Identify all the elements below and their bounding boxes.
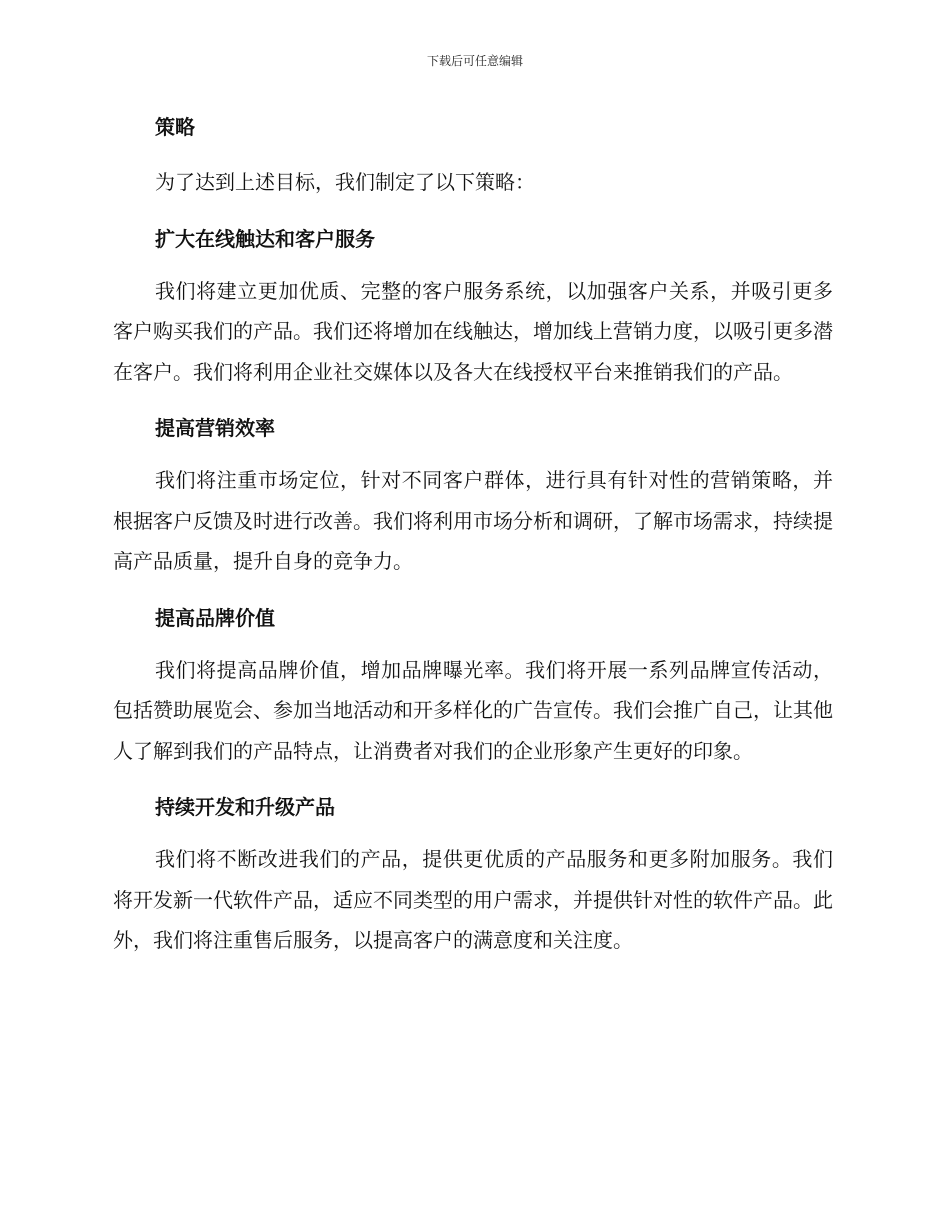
strategy-body-online-reach: 我们将建立更加优质、完整的客户服务系统，以加强客户关系，并吸引更多客户购买我们的产品。我们还将增加在线触达，增加线上营销力度，以吸引更多潜在客户。我们将利用企业社交媒体以及各大在线授权平台来推销我们的产品。 (113, 278, 833, 384)
page-header: 下载后可任意编辑 (426, 54, 523, 68)
section-intro: 为了达到上述目标，我们制定了以下策略： (155, 170, 535, 194)
strategy-body-marketing-efficiency: 我们将注重市场定位，针对不同客户群体，进行具有针对性的营销策略，并根据客户反馈及时进行改善。我们将利用市场分析和调研，了解市场需求，持续提高产品质量，提升自身的竞争力。 (113, 468, 833, 573)
document-body (113, 110, 833, 961)
strategy-heading-online-reach: 扩大在线触达和客户服务 (155, 226, 375, 251)
strategy-body-brand-value: 我们将提高品牌价值，增加品牌曝光率。我们将开展一系列品牌宣传活动，包括赞助展览会、参加当地活动和开多样化的广告宣传。我们会推广自己，让其他人了解到我们的产品特点，让消费者对我们的企业形象产生更好的印象。 (113, 657, 833, 763)
strategy-heading-product-development: 持续开发和升级产品 (155, 795, 335, 819)
strategy-heading-marketing-efficiency: 提高营销效率 (155, 416, 275, 440)
strategy-heading-brand-value: 提高品牌价值 (155, 605, 275, 630)
section-title: 策略 (155, 115, 195, 139)
strategy-body-product-development: 我们将不断改进我们的产品，提供更优质的产品服务和更多附加服务。我们将开发新一代软件产品，适应不同类型的用户需求，并提供针对性的软件产品。此外，我们将注重售后服务，以提高客户的满意度和关注度。 (113, 847, 833, 952)
